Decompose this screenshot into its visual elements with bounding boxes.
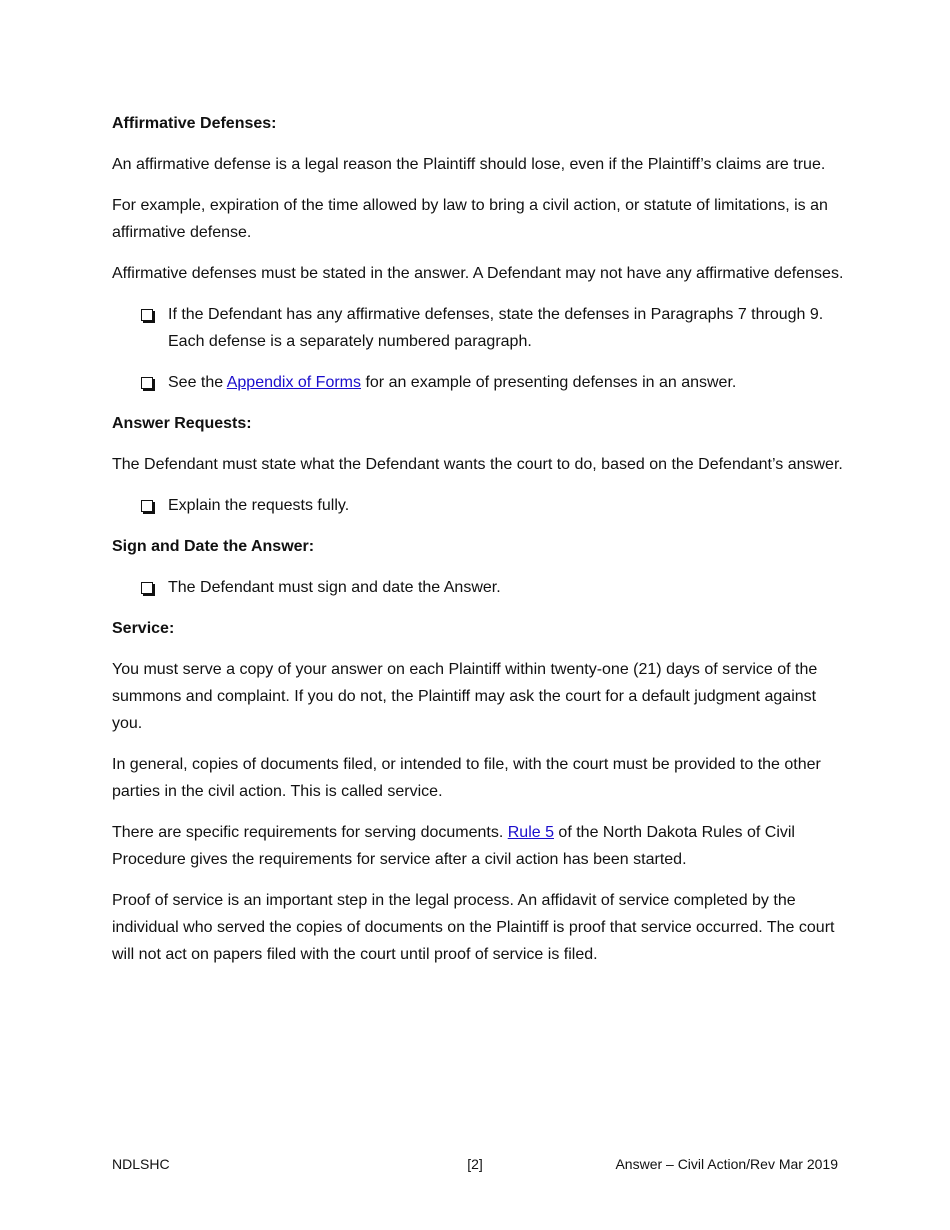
sign-and-date-heading: Sign and Date the Answer: <box>112 538 315 555</box>
page-content <box>112 110 844 982</box>
list-item <box>112 369 844 396</box>
checkbox-icon <box>141 309 153 321</box>
affirmative-definition-paragraph: An affirmative defense is a legal reason the Plaintiff should lose, even if the Plaintiff’s claims are true. <box>112 156 826 173</box>
service-definition-paragraph: In general, copies of documents filed, or intended to file, with the court must be provided to the other parties in the civil action. This is called service. <box>112 756 821 800</box>
checkbox-icon <box>141 500 153 512</box>
checkbox-icon <box>141 377 153 389</box>
list-item <box>112 492 844 519</box>
sign-bullet-list <box>112 574 844 601</box>
affirmative-defenses-heading: Affirmative Defenses: <box>112 115 277 132</box>
affirmative-example-paragraph: For example, expiration of the time allowed by law to bring a civil action, or statute of limitations, is an affirmative defense. <box>112 197 828 241</box>
service-deadline-paragraph: You must serve a copy of your answer on each Plaintiff within twenty-one (21) days of service of the summons and complaint. If you do not, the Plaintiff may ask the court for a default judgment against you. <box>112 661 818 732</box>
service-heading: Service: <box>112 620 175 637</box>
affirmative-bullet-list <box>112 301 844 396</box>
bullet-text: Explain the requests fully. <box>168 497 350 514</box>
service-requirements-paragraph <box>112 819 844 873</box>
proof-of-service-paragraph: Proof of service is an important step in the legal process. An affidavit of service completed by the individual who served the copies of documents on the Plaintiff is proof that service occurred. The court will not act on papers filed with the court until proof of service is filed. <box>112 892 835 963</box>
requests-bullet-list <box>112 492 844 519</box>
bullet-text-prefix: See the <box>168 374 227 391</box>
list-item <box>112 574 844 601</box>
footer-page-number: [2] <box>467 1156 483 1172</box>
answer-requests-heading: Answer Requests: <box>112 415 252 432</box>
footer-doc-title: Answer – Civil Action/Rev Mar 2019 <box>615 1156 838 1172</box>
appendix-of-forms-link[interactable]: Appendix of Forms <box>226 374 361 391</box>
bullet-text-suffix: for an example of presenting defenses in an answer. <box>361 374 737 391</box>
bullet-text: The Defendant must sign and date the Answer. <box>168 579 501 596</box>
footer-org: NDLSHC <box>112 1156 170 1172</box>
checkbox-icon <box>141 582 153 594</box>
service-requirements-suffix: of the North Dakota Rules of Civil Procedure gives the requirements for service after a civil action has been started. <box>112 824 795 868</box>
rule-5-link[interactable]: Rule 5 <box>507 824 554 841</box>
bullet-text: If the Defendant has any affirmative defenses, state the defenses in Paragraphs 7 through 9. Each defense is a separately numbered paragraph. <box>168 306 824 350</box>
affirmative-requirement-paragraph: Affirmative defenses must be stated in the answer. A Defendant may not have any affirmative defenses. <box>112 265 844 282</box>
service-requirements-prefix: There are specific requirements for serving documents. <box>112 824 508 841</box>
answer-requests-paragraph: The Defendant must state what the Defendant wants the court to do, based on the Defendant’s answer. <box>112 456 843 473</box>
list-item <box>112 301 844 355</box>
